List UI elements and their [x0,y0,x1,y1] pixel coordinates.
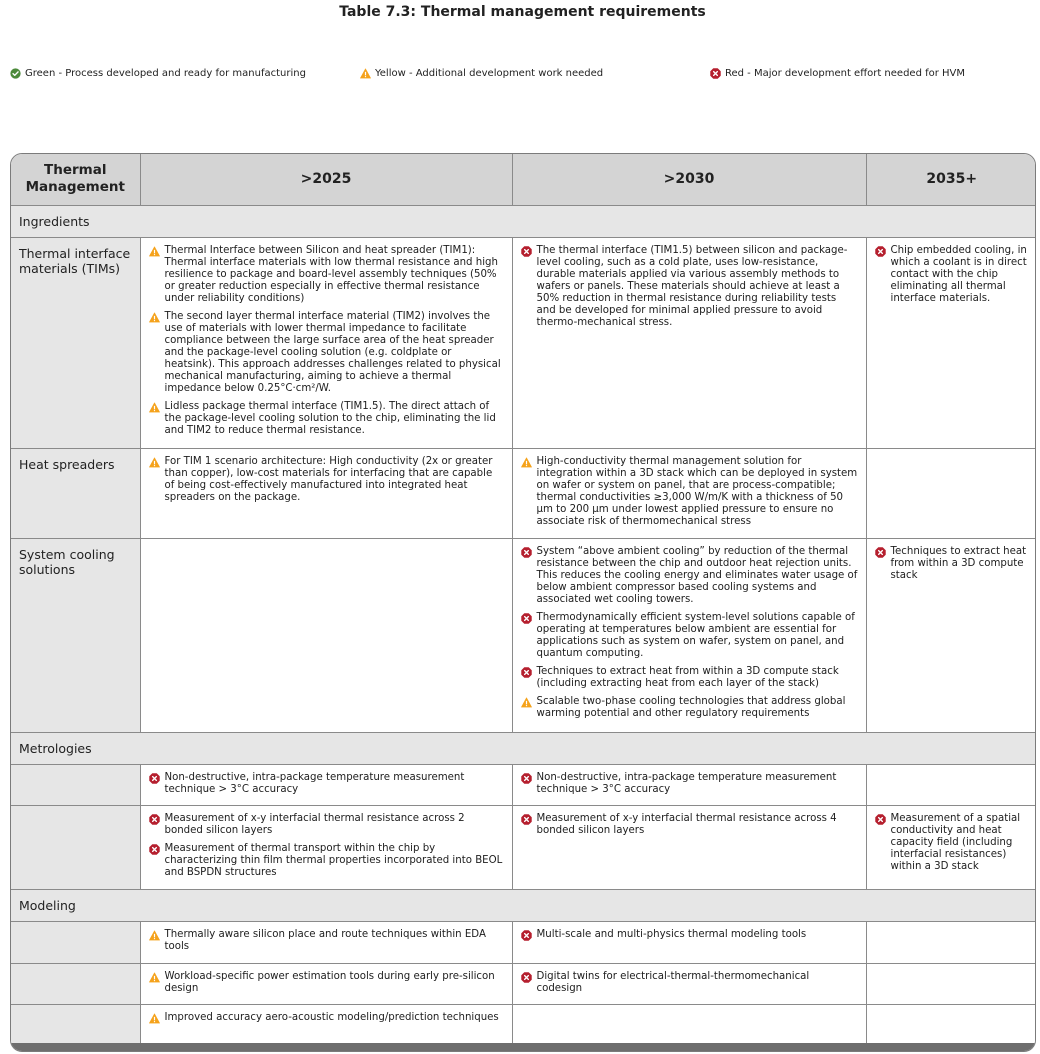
yellow-warning-icon [149,1013,160,1024]
requirement-item [521,813,858,837]
cell-2025 [140,538,512,732]
requirement-text: Measurement of x-y interfacial thermal resistance across 2 bonded silicon layers [164,812,465,836]
table-row [11,538,1036,732]
cell-2035 [866,921,1036,963]
cell-2035 [866,963,1036,1004]
red-x-icon [521,667,532,678]
red-x-icon [521,972,532,983]
section-row [11,205,1036,237]
cell-2030 [512,538,866,732]
requirement-text: High-conductivity thermal management solution for integration within a 3D stack which can be deployed in system on wafer or system on panel, that are process-compatible; thermal conductivities ≥3,000 W/m/K with a thickness of 50 µm to 200 µm under lowest applied pressure to ensure no associate risk of thermomechanical stress [536,455,858,527]
red-x-icon [710,68,721,79]
yellow-warning-icon [149,930,160,941]
red-x-icon [521,547,532,558]
requirement-item [149,1012,504,1024]
requirement-text: Chip embedded cooling, in which a coolant is in direct contact with the chip eliminating all thermal interface materials. [890,244,1027,304]
requirement-text: Techniques to extract heat from within a 3D compute stack (including extracting heat from each layer of the stack) [536,665,839,689]
legend-item-red [710,68,965,79]
requirement-item [149,456,504,504]
red-x-icon [521,773,532,784]
legend-item-green [10,68,306,79]
section-title: Modeling [11,889,1036,921]
header-2030: >2030 [512,154,866,205]
red-x-icon [875,814,886,825]
yellow-warning-icon [360,68,371,79]
legend-label: Green - Process developed and ready for manufacturing [25,68,306,79]
cell-2035 [866,448,1036,538]
red-x-icon [521,930,532,941]
yellow-warning-icon [149,972,160,983]
requirement-text: Measurement of thermal transport within the chip by characterizing thin film thermal properties incorporated into BEOL and BSPDN structures [164,842,503,878]
yellow-warning-icon [149,246,160,257]
legend-label: Yellow - Additional development work needed [375,68,604,79]
red-x-icon [521,246,532,257]
red-x-icon [875,547,886,558]
requirement-text: Thermodynamically efficient system-level solutions capable of operating at temperatures below ambient are essential for applications such as system on wafer, system on panel, and quantum computing. [536,611,855,659]
cell-2035 [866,764,1036,805]
red-x-icon [149,773,160,784]
cell-2035 [866,805,1036,889]
status-legend [10,68,1030,82]
requirement-item [521,971,858,995]
requirement-text: Workload-specific power estimation tools during early pre-silicon design [164,970,495,994]
cell-2030 [512,237,866,448]
requirement-text: Thermal Interface between Silicon and heat spreader (TIM1): Thermal interface materials with low thermal resistance and high resilience to package and board-level assembly techniques (50% or greater reduction especially in effective thermal resistance under reliability conditions) [164,244,498,304]
requirement-item [521,666,858,690]
requirement-text: Multi-scale and multi-physics thermal modeling tools [536,928,807,940]
legend-label: Red - Major development effort needed for HVM [725,68,966,79]
row-label: Heat spreaders [11,448,140,538]
header-row [11,154,1036,205]
requirement-item [149,813,504,837]
red-x-icon [149,844,160,855]
table-row [11,805,1036,889]
cell-2035 [866,538,1036,732]
table-body [11,205,1036,1045]
requirement-text: Thermally aware silicon place and route techniques within EDA tools [164,928,486,952]
requirement-item [521,456,858,528]
header-2025: >2025 [140,154,512,205]
requirement-item [521,245,858,329]
requirement-item [521,696,858,720]
row-label [11,963,140,1004]
requirement-item [149,843,504,879]
row-label [11,1004,140,1045]
requirement-item [149,971,504,995]
requirement-item [875,245,1030,305]
row-label: System cooling solutions [11,538,140,732]
requirement-text: Non-destructive, intra-package temperature measurement technique > 3°C accuracy [164,771,465,795]
row-label [11,805,140,889]
cell-2030 [512,448,866,538]
requirement-text: Measurement of x-y interfacial thermal resistance across 4 bonded silicon layers [536,812,837,836]
requirement-text: For TIM 1 scenario architecture: High conductivity (2x or greater than copper), low-cost materials for interfacing that are capable of being cost-effectively manufactured into integrated heat spreaders on the package. [164,455,493,503]
green-check-icon [10,68,21,79]
requirement-item [149,401,504,437]
table-row [11,764,1036,805]
requirement-item [149,245,504,305]
cell-2025 [140,921,512,963]
requirement-text: The second layer thermal interface material (TIM2) involves the use of materials with lower thermal impedance to facilitate compliance between the large surface area of the heat spreader and the package-level cooling solution (e.g. coldplate or heatsink). This approach addresses challenges related to physical mechanical manufacturing, aiming to achieve a thermal impedance below 0.25°C·cm²/W. [164,310,501,394]
requirement-item [149,311,504,395]
thermal-requirements-table [11,154,1036,1046]
cell-2035 [866,1004,1036,1045]
header-thermal-management: Thermal Management [11,154,140,205]
cell-2030 [512,963,866,1004]
cell-2030 [512,764,866,805]
table-row [11,1004,1036,1045]
requirement-text: Techniques to extract heat from within a 3D compute stack [890,545,1027,581]
requirement-item [149,772,504,796]
cell-2025 [140,963,512,1004]
red-x-icon [875,246,886,257]
table-row [11,921,1036,963]
requirement-item [521,612,858,660]
yellow-warning-icon [521,457,532,468]
requirement-item [875,813,1030,873]
requirements-table-container [10,153,1036,1052]
table-row [11,963,1036,1004]
requirement-item [521,929,858,941]
table-row [11,448,1036,538]
yellow-warning-icon [149,312,160,323]
cell-2025 [140,805,512,889]
cell-2035 [866,237,1036,448]
cell-2030 [512,1004,866,1045]
yellow-warning-icon [521,697,532,708]
row-label [11,921,140,963]
red-x-icon [521,613,532,624]
section-title: Metrologies [11,732,1036,764]
cell-2030 [512,805,866,889]
requirement-text: Lidless package thermal interface (TIM1.5). The direct attach of the package-level cooling solution to the chip, eliminating the lid and TIM2 to reduce thermal resistance. [164,400,496,436]
requirement-text: Non-destructive, intra-package temperature measurement technique > 3°C accuracy [536,771,837,795]
cell-2025 [140,764,512,805]
cell-2025 [140,448,512,538]
requirement-text: System “above ambient cooling” by reduction of the thermal resistance between the chip and outdoor heat rejection units. This reduces the cooling energy and eliminates water usage of below ambient compressor based cooling systems and associated wet cooling towers. [536,545,858,605]
requirement-text: Scalable two-phase cooling technologies that address global warming potential and other regulatory requirements [536,695,846,719]
cell-2025 [140,237,512,448]
requirement-text: Digital twins for electrical-thermal-thermomechanical codesign [536,970,810,994]
legend-item-yellow [360,68,603,79]
yellow-warning-icon [149,402,160,413]
table-title: Table 7.3: Thermal management requirements [339,4,706,20]
header-2035: 2035+ [866,154,1036,205]
requirement-item [149,929,504,953]
red-x-icon [521,814,532,825]
requirement-text: Improved accuracy aero-acoustic modeling/prediction techniques [164,1011,499,1023]
section-title: Ingredients [11,205,1036,237]
section-row [11,732,1036,764]
table-row [11,237,1036,448]
yellow-warning-icon [149,457,160,468]
row-label [11,764,140,805]
requirement-item [521,772,858,796]
requirement-item [875,546,1030,582]
cell-2025 [140,1004,512,1045]
requirement-item [521,546,858,606]
requirement-text: Measurement of a spatial conductivity and heat capacity field (including interfacial resistances) within a 3D stack [890,812,1021,872]
red-x-icon [149,814,160,825]
section-row [11,889,1036,921]
requirement-text: The thermal interface (TIM1.5) between silicon and package-level cooling, such as a cold plate, uses low-resistance, durable materials applied via various assembly methods to wafers or panels. These materials should achieve at least a 50% reduction in thermal resistance during reliability tests and be developed for minimal applied pressure to avoid thermo-mechanical stress. [536,244,848,328]
cell-2030 [512,921,866,963]
row-label: Thermal interface materials (TIMs) [11,237,140,448]
